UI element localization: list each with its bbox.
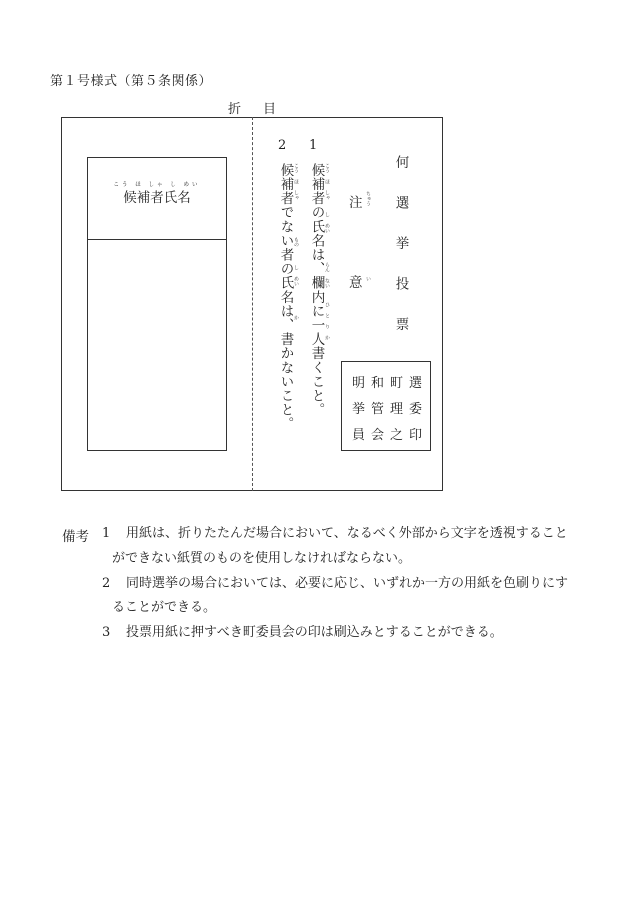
candidate-name-ruby: こう ほ しゃ し めい [113,182,201,188]
seal-char: 之 [389,428,403,443]
fold-label-char-2: 目 [263,102,277,117]
remark-2-line-2: ることができる。 [112,600,217,615]
note-1-ruby-b: し めい [324,212,330,233]
caution-char-2: 意 [349,275,363,291]
seal-char: 員 [351,428,365,443]
fold-label-char-1: 折 [228,102,242,117]
note-2-text: 候補者でない者の氏名は、書かないこと。 [277,163,294,431]
remark-3-line-1: 投票用紙に押すべき町委員会の印は刷込みとすることができる。 [126,625,503,640]
candidate-name-label: 候補者氏名 [123,190,191,206]
seal-char: 理 [389,402,403,417]
remark-2-number: 2 [102,576,111,591]
remark-2-line-1: 同時選挙の場合においては、必要に応じ、いずれか一方の用紙を色刷りにす [126,576,569,591]
remark-1-number: 1 [102,526,111,541]
note-2-ruby-b: もの [293,237,299,247]
caution-char-1: 注 [349,195,363,211]
remark-3-number: 3 [102,625,111,640]
fold-label [228,98,276,117]
note-2-ruby-a: こう ほ しゃ [293,163,299,200]
fold-line [252,117,253,491]
remark-1-line-2: ができない紙質のものを使用しなければならない。 [112,551,412,566]
note-1-text: 候補者の氏名は、欄内に一人書くこと。 [308,163,325,417]
seal-char: 明 [351,376,365,391]
seal-char: 選 [408,376,422,391]
ballot-title: 何選挙投票 [392,155,409,358]
official-seal-text [341,361,431,451]
remarks-label: 備考 [62,529,89,545]
note-1-ruby-d: ひ と り か [324,302,330,340]
candidate-name-writing-area[interactable] [87,239,227,451]
caution-ruby-1: ちゅう [365,191,371,206]
seal-char: 挙 [351,402,365,417]
note-1-number: 1 [309,138,318,153]
seal-char: 委 [408,402,422,417]
note-2-ruby-d: か [293,315,299,320]
note-1-ruby-a: こう ほ しゃ [324,163,330,200]
note-2-number: 2 [278,138,287,153]
seal-char: 和 [370,376,384,391]
seal-char: 印 [408,428,422,443]
seal-char: 管 [370,402,384,417]
caution-ruby-2: い [365,276,371,281]
form-number: 第１号様式（第５条関係） [50,74,213,89]
note-2-ruby-c: し めい [293,265,299,286]
note-1-ruby-c: らん ない [324,262,330,288]
remark-1-line-1: 用紙は、折りたたんだ場合において、なるべく外部から文字を透視すること [126,526,568,541]
seal-char: 会 [370,428,384,443]
seal-char: 町 [389,376,403,391]
